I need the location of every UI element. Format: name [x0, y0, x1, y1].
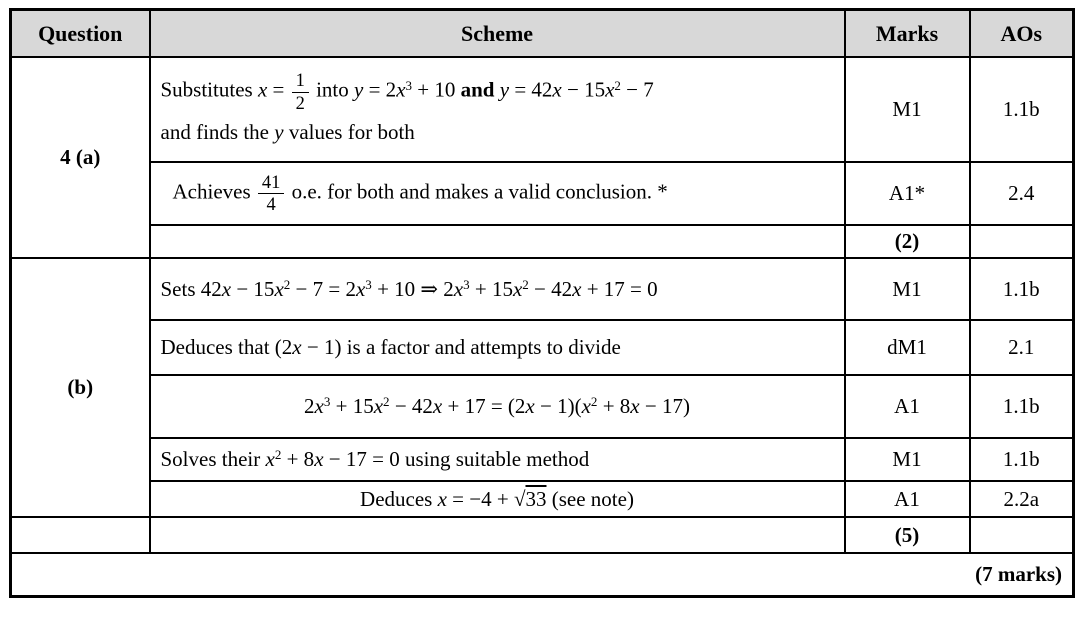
aos-cell: 1.1b — [970, 57, 1074, 162]
mark-scheme-table — [9, 8, 1075, 598]
marks-cell: A1 — [845, 481, 970, 517]
scheme-cell-4b-deduces-factor — [150, 320, 845, 375]
aos-cell — [970, 225, 1074, 258]
marks-subtotal-b: (5) — [845, 517, 970, 553]
header-scheme: Scheme — [150, 10, 845, 58]
math-line: Substitutes x = $\frac{1}{2}$ into $y = 2x^3 + 10$ and $y = 42x - 15x^2 - 7$ — [160, 70, 654, 113]
header-question: Question — [11, 10, 150, 58]
header-row — [11, 10, 1074, 58]
scheme-cell-4b-sets — [150, 258, 845, 320]
scheme-cell-4a-achieves — [150, 162, 845, 225]
aos-cell — [970, 517, 1074, 553]
math-line: Sets $42x - 15x^2 - 7 = 2x^3 + 10$ ⇒ $2x^3 + 15x^2 - 42x + 17 = 0$ — [160, 276, 658, 301]
marks-cell: M1 — [845, 438, 970, 481]
aos-cell: 1.1b — [970, 438, 1074, 481]
row-4b-solves — [11, 438, 1074, 481]
row-4b-deduces-factor — [11, 320, 1074, 375]
question-label-4a: 4 (a) — [11, 57, 150, 258]
marks-cell: M1 — [845, 57, 970, 162]
header-marks: Marks — [845, 10, 970, 58]
row-4b-factorisation — [11, 375, 1074, 438]
scheme-cell-4a-substitutes — [150, 57, 845, 162]
row-total-marks — [11, 553, 1074, 596]
scheme-cell-4b-factorisation — [150, 375, 845, 438]
marks-cell: A1* — [845, 162, 970, 225]
math-line: Deduces that (2x − 1) is a factor and attempts to divide — [160, 335, 621, 360]
header-aos: AOs — [970, 10, 1074, 58]
marks-cell: dM1 — [845, 320, 970, 375]
row-4a-achieves — [11, 162, 1074, 225]
aos-cell: 2.2a — [970, 481, 1074, 517]
scheme-cell-4b-solves — [150, 438, 845, 481]
math-line: Achieves $\frac{41}{4}$ o.e. for both and makes a valid conclusion. * — [172, 171, 668, 214]
row-4a-substitutes — [11, 57, 1074, 162]
question-cell-empty — [11, 517, 150, 553]
math-line: and finds the y values for both — [160, 120, 415, 145]
scheme-cell-4b-deduces-x — [150, 481, 845, 517]
row-4a-subtotal — [11, 225, 1074, 258]
total-marks-label: (7 marks) — [11, 553, 1074, 596]
row-4b-sets — [11, 258, 1074, 320]
row-4b-deduces-x — [11, 481, 1074, 517]
aos-cell: 2.4 — [970, 162, 1074, 225]
aos-cell: 1.1b — [970, 375, 1074, 438]
aos-cell: 1.1b — [970, 258, 1074, 320]
marks-cell: A1 — [845, 375, 970, 438]
question-label-4b: (b) — [11, 258, 150, 517]
aos-cell: 2.1 — [970, 320, 1074, 375]
math-line: Solves their $x^2 + 8x - 17 = 0$ using suitable method — [160, 447, 590, 472]
marks-cell: M1 — [845, 258, 970, 320]
row-4b-subtotal — [11, 517, 1074, 553]
math-line: $2x^3 + 15x^2 - 42x + 17 = (2x - 1)(x^2 + 8x - 17)$ — [304, 394, 690, 419]
scheme-cell-empty — [150, 225, 845, 258]
scheme-cell-empty — [150, 517, 845, 553]
marks-subtotal-a: (2) — [845, 225, 970, 258]
math-line: Deduces x = −4 + √33 (see note) — [360, 487, 634, 511]
